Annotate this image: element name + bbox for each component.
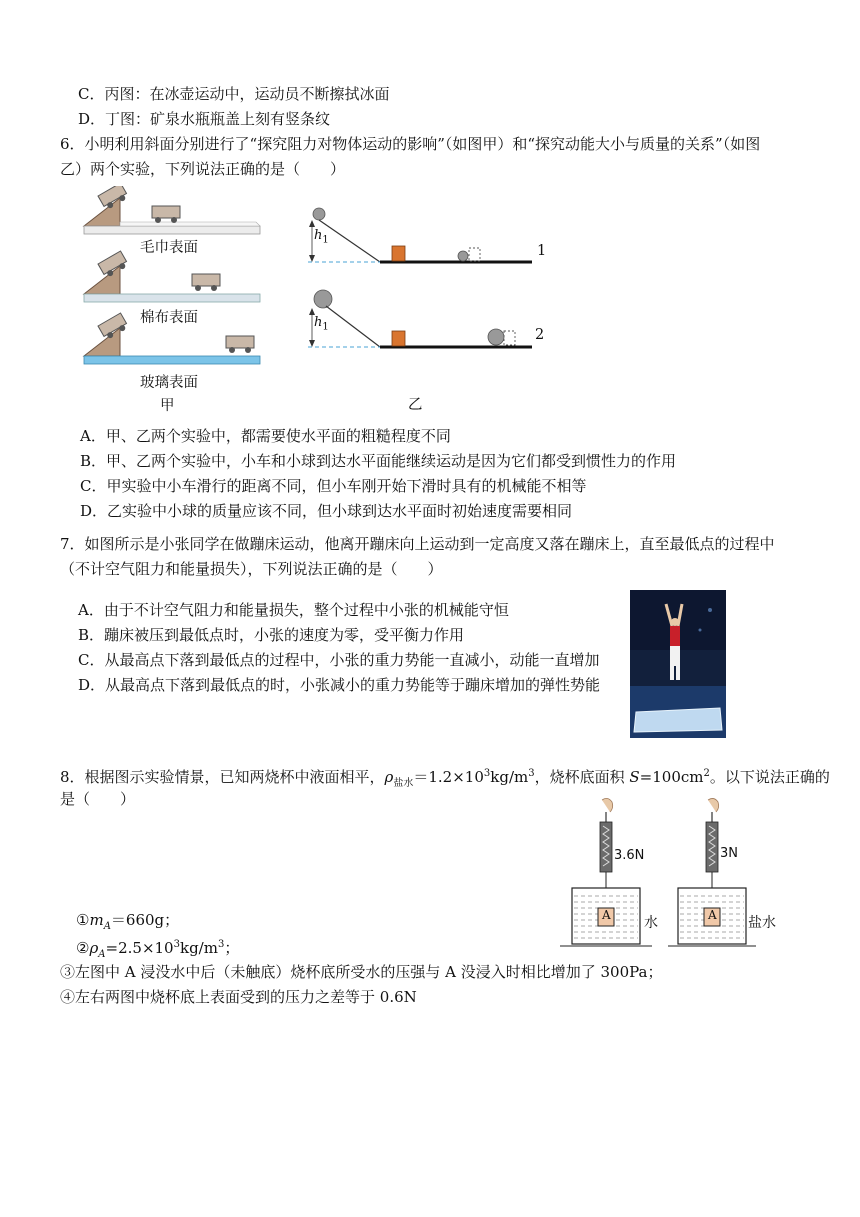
figure-jia xyxy=(80,186,280,416)
s1-var: m xyxy=(89,911,104,929)
q8-stem-end: 。以下说法正确的 xyxy=(709,768,830,786)
q8-stem-unit: kg/m xyxy=(490,768,529,786)
trampoline-photo-drawing xyxy=(630,590,726,738)
s2-sub: A xyxy=(98,949,106,960)
exp-3: 3 xyxy=(483,768,491,779)
q8-stem-line2: 是（ ） xyxy=(60,790,136,808)
row-label-2: 2 xyxy=(535,327,545,343)
figure-yi xyxy=(300,200,560,415)
q6-stem-line2: 乙）两个实验，下列说法正确的是（ ） xyxy=(60,160,346,178)
q7-stem-line2: （不计空气阻力和能量损失），下列说法正确的是（ ） xyxy=(60,560,443,578)
q6-option-c: C．甲实验中小车滑行的距离不同，但小车刚开始下滑时具有的机械能不相等 xyxy=(80,477,587,495)
figure-jia-caption: 甲 xyxy=(160,398,175,414)
s2-val: =2.5×10 xyxy=(105,939,174,957)
beaker-figure xyxy=(560,796,786,956)
s1-pre: ① xyxy=(76,911,90,929)
h1-sub: 1 xyxy=(322,234,329,246)
q8-stem-pre: 8．根据图示实验情景，已知两烧杯中液面相平， xyxy=(60,768,385,786)
q7-option-a: A．由于不计空气阻力和能量损失，整个过程中小张的机械能守恒 xyxy=(78,601,509,619)
q8-stem-mid: ＝1.2×10 xyxy=(413,768,484,786)
q7-option-d: D．从最高点下落到最低点的时，小张减小的重力势能等于蹦床增加的弹性势能 xyxy=(78,676,601,694)
s-var: S xyxy=(629,768,640,786)
q7-option-b: B．蹦床被压到最低点时，小张的速度为零，受平衡力作用 xyxy=(78,626,465,644)
exp-2: 2 xyxy=(703,768,710,779)
q5-option-c: C．丙图：在冰壶运动中，运动员不断擦拭冰面 xyxy=(78,85,390,103)
exp-3: 3 xyxy=(217,939,225,950)
q5-option-d: D．丁图：矿泉水瓶瓶盖上刻有竖条纹 xyxy=(78,110,331,128)
q7-option-c: C．从最高点下落到最低点的过程中，小张的重力势能一直减小，动能一直增加 xyxy=(78,651,600,669)
q8-stem-line1 xyxy=(60,764,830,794)
right-block-label: A xyxy=(708,908,717,922)
h1-sub: 1 xyxy=(322,321,329,333)
s1-val: ＝660g； xyxy=(110,911,180,929)
right-liquid-label: 盐水 xyxy=(748,915,776,931)
s2-unit: kg/m xyxy=(179,939,218,957)
rho-symbol: ρ xyxy=(384,768,394,786)
s2-var: ρ xyxy=(89,939,99,957)
q6-stem-line1: 6．小明利用斜面分别进行了“探究阻力对物体运动的影响”（如图甲）和“探究动能大小与质量的关系”（如图 xyxy=(60,135,761,153)
right-reading: 3N xyxy=(720,846,738,861)
exp-3: 3 xyxy=(173,939,180,950)
left-block-label: A xyxy=(602,908,611,922)
s1-sub: A xyxy=(103,921,111,932)
left-liquid-label: 水 xyxy=(644,915,658,931)
beaker-figure-drawing xyxy=(560,796,786,956)
q8-statement-1 xyxy=(76,910,179,937)
q8-statement-2 xyxy=(76,935,239,965)
q6-option-a: A．甲、乙两个实验中，都需要使水平面的粗糙程度不同 xyxy=(80,427,451,445)
surface-label-cotton: 棉布表面 xyxy=(140,310,198,326)
row-label-1: 1 xyxy=(537,243,547,259)
trampoline-photo xyxy=(630,590,726,738)
s2-end: ； xyxy=(224,939,240,957)
left-reading: 3.6N xyxy=(614,848,645,863)
exp-3: 3 xyxy=(528,768,535,779)
q6-option-b: B．甲、乙两个实验中，小车和小球到达水平面能继续运动是因为它们都受到惯性力的作用 xyxy=(80,452,677,470)
s2-pre: ② xyxy=(76,939,90,957)
q6-option-d: D．乙实验中小球的质量应该不同，但小球到达水平面时初始速度需要相同 xyxy=(80,502,573,520)
q8-stem-after: ，烧杯底面积 xyxy=(534,768,630,786)
surface-label-towel: 毛巾表面 xyxy=(140,240,198,256)
q8-statement-4: ④左右两图中烧杯底上表面受到的压力之差等于 0.6N xyxy=(60,988,417,1006)
figure-yi-drawing xyxy=(300,200,560,415)
h1-var: h xyxy=(314,228,323,243)
h1-var: h xyxy=(314,315,323,330)
q8-statement-3: ③左图中 A 浸没水中后（未触底）烧杯底所受水的压强与 A 没浸入时相比增加了 300Pa； xyxy=(60,963,663,981)
s-val: =100cm xyxy=(639,768,704,786)
q7-stem-line1: 7．如图所示是小张同学在做蹦床运动，他离开蹦床向上运动到一定高度又落在蹦床上，直至最低点的过程中 xyxy=(60,535,775,553)
h1-label-row1 xyxy=(314,228,329,246)
surface-label-glass: 玻璃表面 xyxy=(140,375,198,391)
figure-yi-caption: 乙 xyxy=(408,397,423,413)
h1-label-row2 xyxy=(314,315,329,333)
rho-sub: 盐水 xyxy=(393,778,414,789)
